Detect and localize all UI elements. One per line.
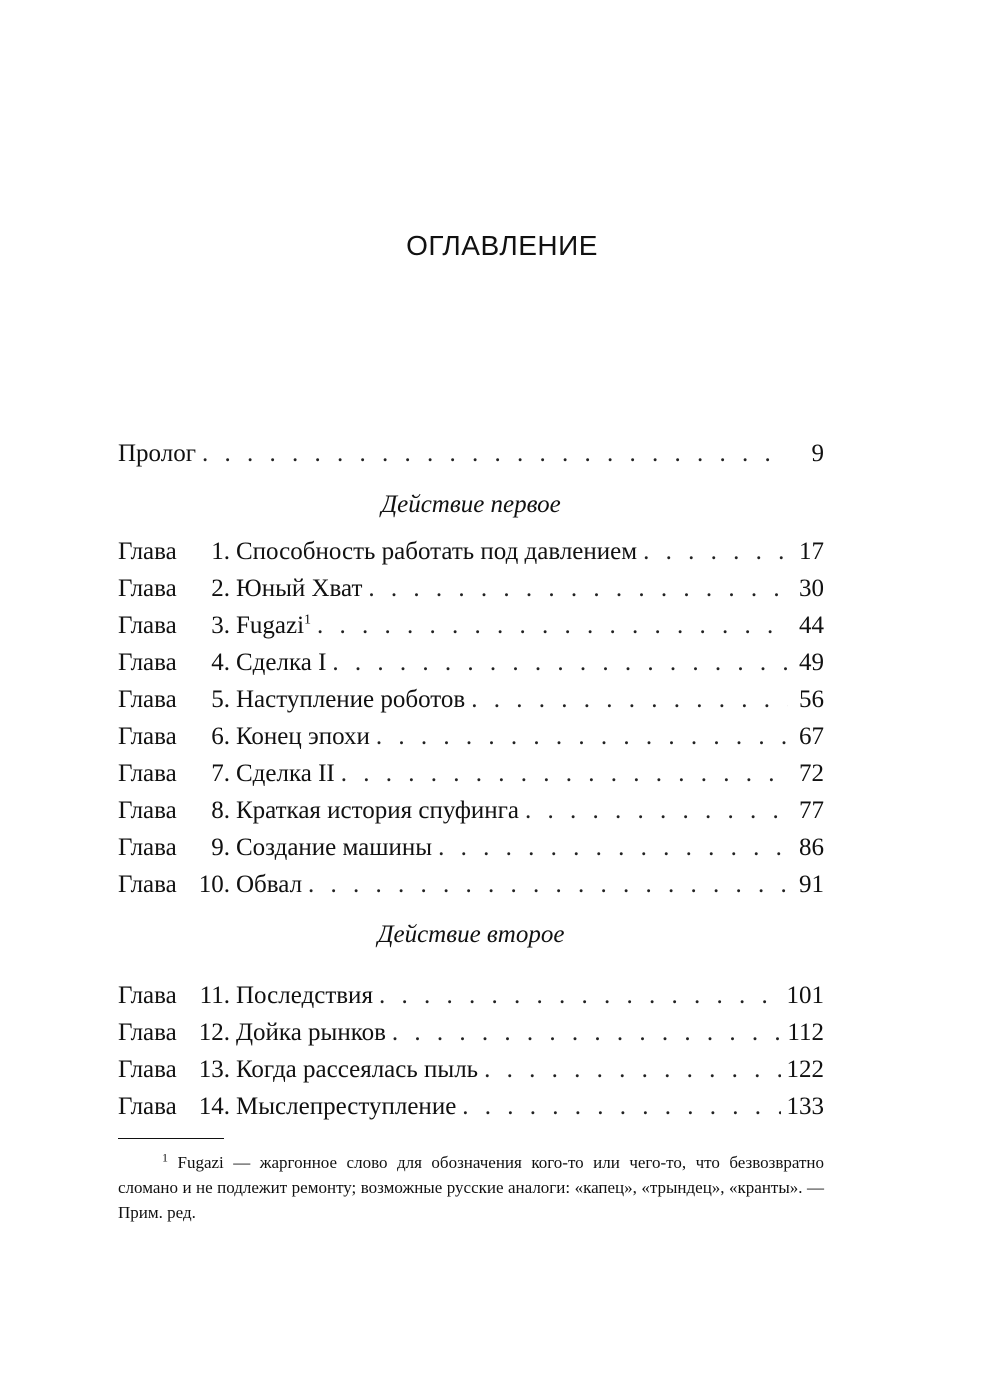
chapter-number: 10. (198, 871, 230, 898)
dot-leader (643, 533, 788, 570)
dot-leader (462, 1088, 780, 1125)
chapter-number: 1. (211, 538, 230, 565)
chapter-page: 30 (799, 575, 824, 602)
dot-leader (317, 607, 788, 644)
chapter-word: Глава (118, 575, 177, 602)
chapter-number: 3. (211, 612, 230, 639)
entry-title: Пролог (118, 440, 196, 467)
chapter-number: 14. (198, 1093, 230, 1120)
chapter-page: 67 (799, 723, 824, 750)
toc-entry-chapter-9[interactable] (118, 829, 824, 866)
dot-leader (438, 829, 788, 866)
chapter-title: Обвал (236, 871, 303, 898)
dot-leader (368, 570, 788, 607)
chapter-page: 17 (799, 538, 824, 565)
chapter-title: Создание машины (236, 834, 433, 861)
chapter-page: 122 (786, 1056, 824, 1083)
chapter-title: Сделка I (236, 649, 327, 676)
toc-entry-chapter-2[interactable] (118, 570, 824, 607)
toc-entry-chapter-3[interactable] (118, 607, 824, 644)
chapter-number: 12. (198, 1019, 230, 1046)
chapter-page: 44 (799, 612, 824, 639)
chapter-word: Глава (118, 797, 177, 824)
chapter-number: 2. (211, 575, 230, 602)
chapter-word: Глава (118, 1093, 177, 1120)
chapter-word: Глава (118, 538, 177, 565)
footnote-reference[interactable]: 1 (304, 612, 312, 628)
chapter-title: Способность работать под давлением (236, 538, 638, 565)
chapter-word: Глава (118, 871, 177, 898)
chapter-page: 86 (799, 834, 824, 861)
chapter-title: Сделка II (236, 760, 335, 787)
dot-leader (484, 1051, 780, 1088)
toc-entry-chapter-7[interactable] (118, 755, 824, 792)
chapter-title (236, 607, 311, 644)
dot-leader (376, 718, 788, 755)
chapter-number: 13. (198, 1056, 230, 1083)
toc-entry-chapter-4[interactable] (118, 644, 824, 681)
toc-entry-chapter-14[interactable] (118, 1088, 824, 1125)
chapter-page: 77 (799, 797, 824, 824)
toc-entry-chapter-6[interactable] (118, 718, 824, 755)
chapter-word: Глава (118, 982, 177, 1009)
chapter-title: Краткая история спуфинга (236, 797, 520, 824)
toc-entry-chapter-1[interactable] (118, 533, 824, 570)
chapter-page: 56 (799, 686, 824, 713)
chapter-title-text: Fugazi (236, 612, 305, 639)
chapter-title: Когда рассеялась пыль (236, 1056, 479, 1083)
chapter-number: 4. (211, 649, 230, 676)
toc-entry-chapter-10[interactable] (118, 866, 824, 903)
chapter-word: Глава (118, 1019, 177, 1046)
toc-entry-prologue[interactable] (118, 435, 824, 472)
chapter-word: Глава (118, 1056, 177, 1083)
toc-entry-chapter-13[interactable] (118, 1051, 824, 1088)
entry-page: 9 (811, 440, 824, 467)
table-of-contents (118, 435, 824, 1125)
toc-entry-chapter-11[interactable] (118, 977, 824, 1014)
chapter-number: 6. (211, 723, 230, 750)
dot-leader (471, 681, 788, 718)
dot-leader (525, 792, 788, 829)
dot-leader (332, 644, 788, 681)
chapter-title: Юный Хват (236, 575, 363, 602)
toc-entry-chapter-8[interactable] (118, 792, 824, 829)
footnote-marker: 1 (162, 1150, 168, 1165)
act-1-heading: Действие первое (381, 491, 561, 518)
chapter-page: 91 (799, 871, 824, 898)
chapter-word: Глава (118, 723, 177, 750)
chapter-title: Наступление роботов (236, 686, 466, 713)
act-2-heading: Действие второе (377, 921, 565, 948)
chapter-page: 112 (787, 1019, 824, 1046)
chapter-number: 5. (211, 686, 230, 713)
chapter-word: Глава (118, 612, 177, 639)
toc-entry-chapter-5[interactable] (118, 681, 824, 718)
footnote (118, 1150, 824, 1225)
dot-leader (341, 755, 788, 792)
chapter-word: Глава (118, 760, 177, 787)
chapter-word: Глава (118, 686, 177, 713)
chapter-page: 49 (799, 649, 824, 676)
chapter-title: Дойка рынков (236, 1019, 386, 1046)
chapter-page: 72 (799, 760, 824, 787)
chapter-number: 7. (211, 760, 230, 787)
dot-leader (202, 435, 788, 472)
footnote-text: Fugazi — жаргонное слово для обозначения кого-то или чего-то, что безвозвратно сломано и не подлежит ремонту; возможные русские аналоги: «капец», «трындец», «кранты». — Прим. ред. (118, 1153, 824, 1222)
chapter-title: Мыслепреступление (236, 1093, 457, 1120)
chapter-page: 133 (786, 1093, 824, 1120)
footnote-divider (118, 1138, 224, 1139)
dot-leader (308, 866, 788, 903)
chapter-number: 9. (211, 834, 230, 861)
dot-leader (392, 1014, 782, 1051)
chapter-page: 101 (786, 982, 824, 1009)
chapter-word: Глава (118, 834, 177, 861)
chapter-title: Последствия (236, 982, 373, 1009)
chapter-title: Конец эпохи (236, 723, 370, 750)
chapter-number: 8. (211, 797, 230, 824)
toc-heading: ОГЛАВЛЕНИЕ (406, 230, 598, 261)
chapter-word: Глава (118, 649, 177, 676)
toc-entry-chapter-12[interactable] (118, 1014, 824, 1051)
chapter-number: 11. (199, 982, 230, 1009)
dot-leader (379, 977, 781, 1014)
